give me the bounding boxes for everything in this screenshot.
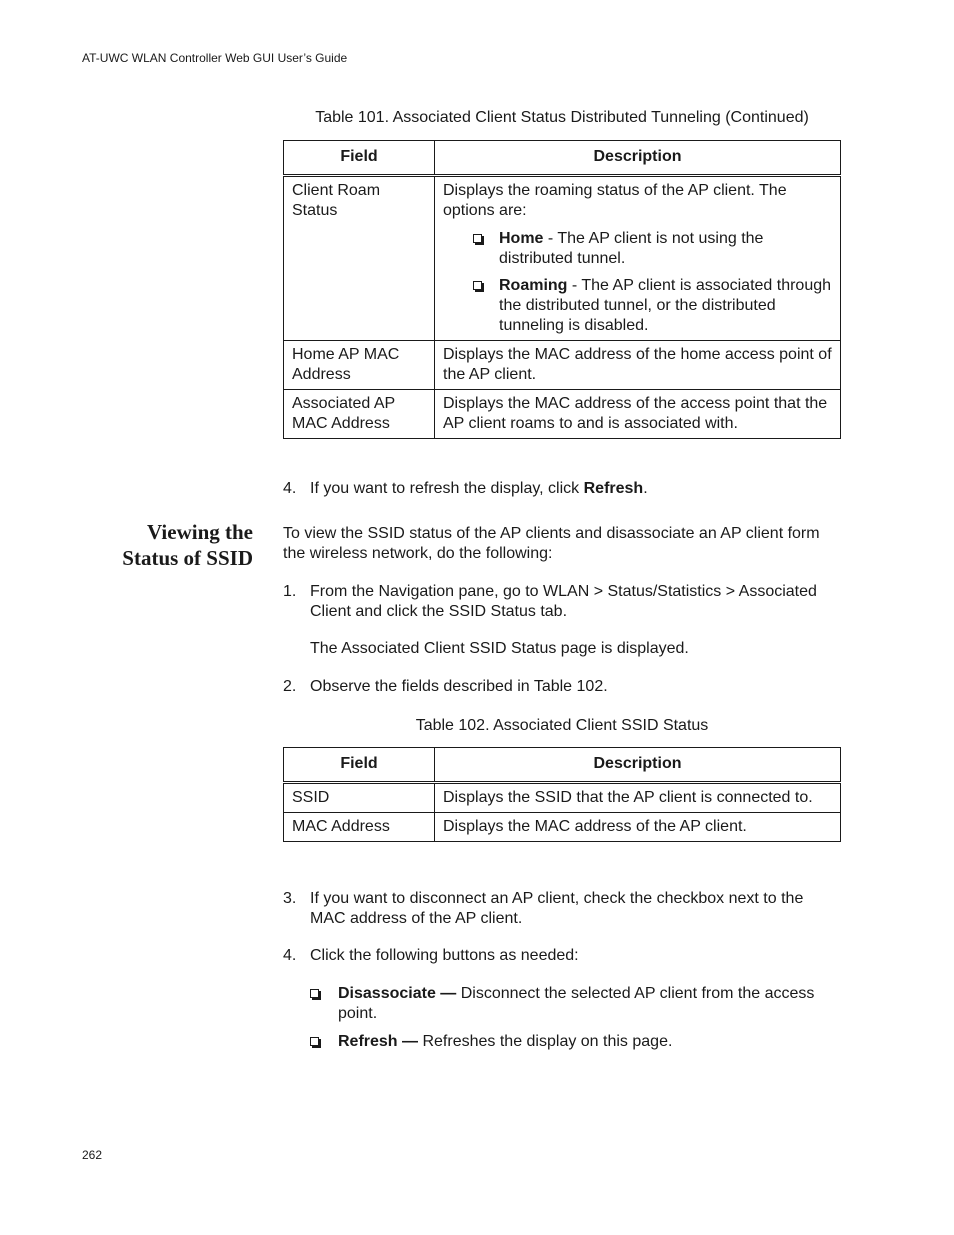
- field-cell: Client Roam Status: [284, 176, 435, 341]
- column-header-field: Field: [284, 141, 435, 176]
- square-bullet-icon: [310, 989, 319, 998]
- step-text: If you want to refresh the display, click: [310, 480, 584, 497]
- square-bullet-icon: [310, 1037, 319, 1046]
- description-cell: Displays the MAC address of the AP client.: [435, 813, 841, 842]
- table-header-row: [284, 141, 841, 176]
- step-number: 1.: [283, 583, 297, 600]
- option-text: - The AP client is associated through the distributed tunnel, or the distributed tunneling is disabled.: [499, 277, 832, 334]
- step-text-end: .: [643, 480, 648, 497]
- field-cell: MAC Address: [284, 813, 435, 842]
- table-101-caption: Table 101. Associated Client Status Distributed Tunneling (Continued): [315, 109, 809, 126]
- step-number: 3.: [283, 890, 297, 907]
- step-text: Click the following buttons as needed:: [310, 947, 579, 964]
- square-bullet-icon: [473, 281, 482, 290]
- table-102: [283, 747, 841, 842]
- step-3: [283, 889, 841, 929]
- table-row: [284, 813, 841, 842]
- description-cell: Displays the MAC address of the access point that the AP client roams to and is associated with.: [435, 390, 841, 439]
- field-cell: SSID: [284, 783, 435, 813]
- button-description: Disconnect the selected AP client from the access point.: [338, 985, 815, 1022]
- section-intro: To view the SSID status of the AP clients and disassociate an AP client form the wireless network, do the following:: [283, 525, 820, 562]
- table-header-row: [284, 748, 841, 783]
- page-number: 262: [82, 1148, 103, 1162]
- section-heading: [82, 519, 253, 571]
- field-cell: Associated AP MAC Address: [284, 390, 435, 439]
- step-number: 4.: [283, 947, 297, 964]
- list-item: [443, 229, 832, 269]
- table-row: [284, 176, 841, 341]
- step-text: From the Navigation pane, go to WLAN > Status/Statistics > Associated Client and click the SSID Status tab.: [310, 583, 817, 620]
- description-cell: [435, 176, 841, 341]
- description-cell: Displays the SSID that the AP client is connected to.: [435, 783, 841, 813]
- step-number: 2.: [283, 678, 297, 695]
- running-header: AT-UWC WLAN Controller Web GUI User’s Guide: [82, 51, 348, 65]
- step-2: [283, 677, 841, 697]
- field-cell: Home AP MAC Address: [284, 341, 435, 390]
- section-heading-line: Status of SSID: [122, 546, 253, 570]
- button-description: Refreshes the display on this page.: [418, 1033, 673, 1050]
- table-row: [284, 783, 841, 813]
- step-number: 4.: [283, 480, 297, 497]
- column-header-field: Field: [284, 748, 435, 783]
- step-1-result: The Associated Client SSID Status page is displayed.: [310, 640, 689, 657]
- description-cell: Displays the MAC address of the home access point of the AP client.: [435, 341, 841, 390]
- step-text: Observe the fields described in Table 102.: [310, 678, 608, 695]
- description-text: Displays the roaming status of the AP client. The options are:: [443, 182, 787, 219]
- column-header-description: Description: [435, 141, 841, 176]
- table-101: [283, 140, 841, 439]
- list-item: [310, 1032, 840, 1052]
- list-item: [443, 276, 832, 336]
- option-term: Roaming: [499, 277, 568, 294]
- refresh-term: Refresh: [583, 480, 644, 497]
- button-term: Refresh —: [338, 1033, 419, 1050]
- column-header-description: Description: [435, 748, 841, 783]
- table-row: [284, 390, 841, 439]
- step-4: [283, 946, 841, 966]
- square-bullet-icon: [473, 234, 482, 243]
- button-term: Disassociate —: [338, 985, 457, 1002]
- option-term: Home: [499, 230, 544, 247]
- step-text: If you want to disconnect an AP client, check the checkbox next to the MAC address of the AP client.: [310, 890, 804, 927]
- table-row: [284, 341, 841, 390]
- option-text: - The AP client is not using the distributed tunnel.: [499, 230, 764, 267]
- list-item: [310, 984, 840, 1024]
- step-refresh: [283, 479, 841, 499]
- option-list: [443, 229, 832, 336]
- section-heading-line: Viewing the: [147, 520, 253, 544]
- table-102-caption: Table 102. Associated Client SSID Status: [415, 717, 709, 734]
- step-1: [283, 582, 841, 622]
